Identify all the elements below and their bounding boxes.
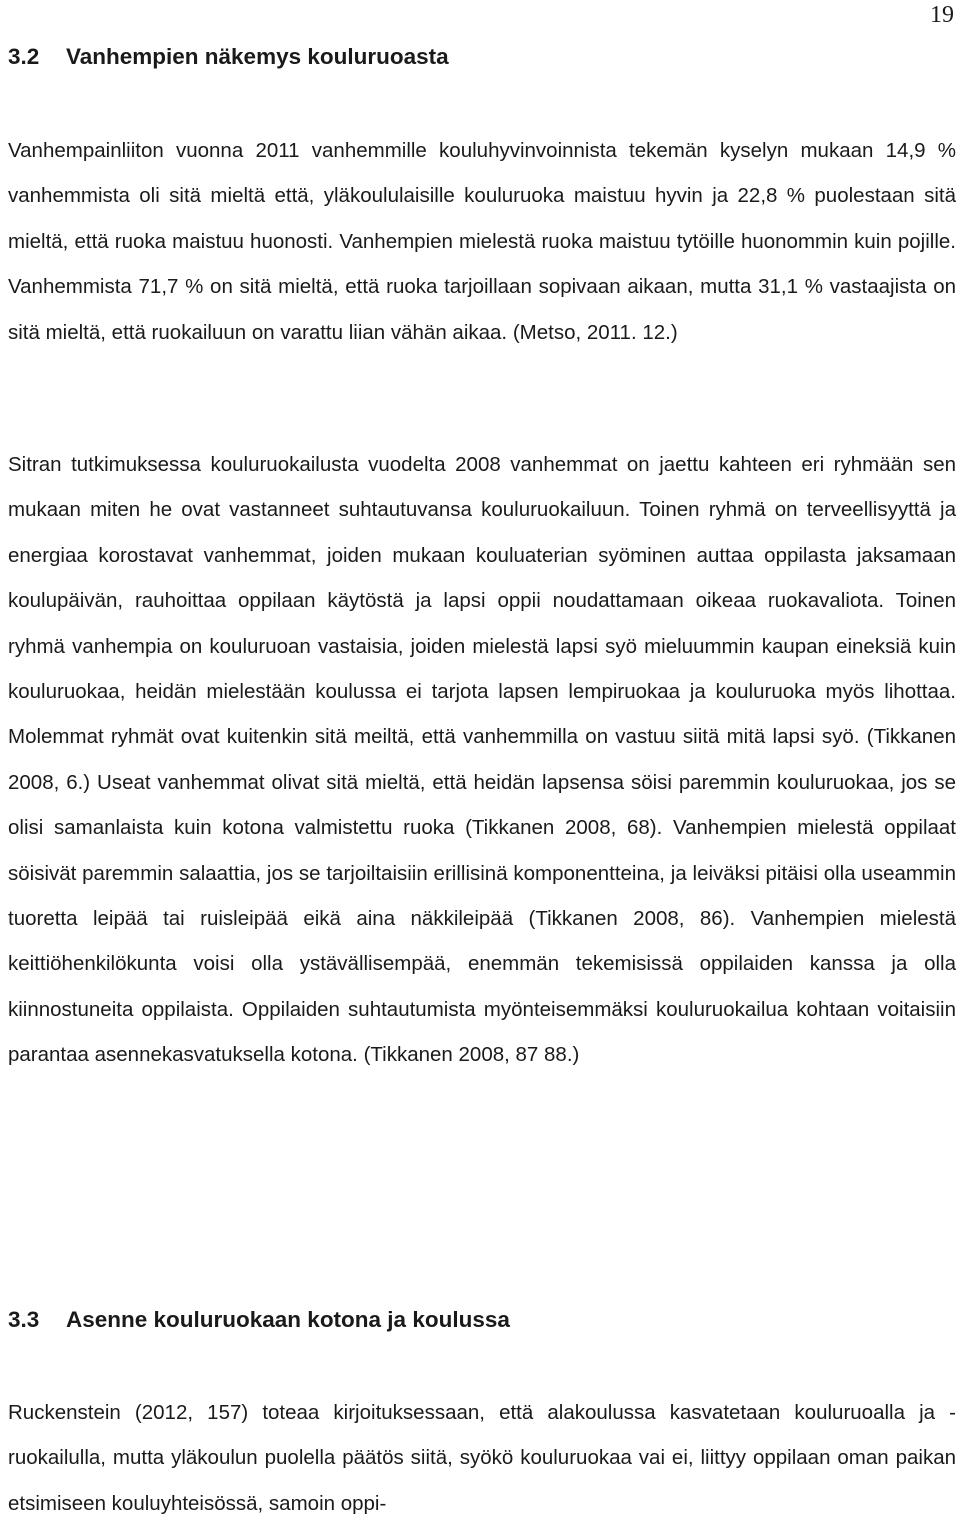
section-title xyxy=(8,1305,956,1335)
section-title-text: Vanhempien näkemys kouluruoasta xyxy=(66,44,449,69)
paragraph: Sitran tutkimuksessa kouluruokailusta vuodelta 2008 vanhemmat on jaettu kahteen eri ryhmään sen mukaan miten he ovat vastanneet suhtautuvansa kouluruokailuun. Toinen ryhmä on terveellisyyttä ja energiaa korostavat vanhemmat, joiden mukaan kouluaterian syöminen auttaa oppilasta jaksamaan koulupäivän, rauhoittaa oppilaan käytöstä ja lapsi oppii noudattamaan oikeaa ruokavaliota. Toinen ryhmä vanhempia on kouluruoan vastaisia, joiden mielestä lapsi syö mieluummin kaupan eineksiä kuin kouluruokaa, heidän mielestään koulussa ei tarjota lapsen lempiruokaa ja kouluruoka myös lihottaa. Molemmat ryhmät ovat kuitenkin sitä meiltä, että vanhemmilla on vastuu siitä mitä lapsi syö. (Tikkanen 2008, 6.) Useat vanhemmat olivat sitä mieltä, että heidän lapsensa söisi paremmin kouluruokaa, jos se olisi samanlaista kuin kotona valmistettu ruoka (Tikkanen 2008, 68). Vanhempien mielestä oppilaat söisivät paremmin salaattia, jos se tarjoiltaisiin erillisinä komponentteina, ja leiväksi pitäisi olla useammin tuoretta leipää tai ruisleipää eikä aina näkkileipää (Tikkanen 2008, 86). Vanhempien mielestä keittiöhenkilökunta voisi olla ystävällisempää, enemmän tekemisissä oppilaiden kanssa ja olla kiinnostuneita oppilaista. Oppilaiden suhtautumista myönteisemmäksi kouluruokailua kohtaan voitaisiin parantaa asennekasvatuksella kotona. (Tikkanen 2008, 87 88.) xyxy=(8,453,956,1067)
section-title-text: Asenne kouluruokaan kotona ja koulussa xyxy=(66,1307,510,1332)
section-number: 3.3 xyxy=(8,1307,40,1332)
section-number: 3.2 xyxy=(8,44,40,69)
section-heading-3-2 xyxy=(8,42,956,72)
page-number: 19 xyxy=(930,2,954,28)
section-heading-3-3 xyxy=(8,1305,956,1335)
paragraph: Vanhempainliiton vuonna 2011 vanhemmille kouluhyvinvoinnista tekemän kyselyn mukaan 14,9 % vanhemmista oli sitä mieltä että, yläkoululaisille kouluruoka maistuu hyvin ja 22,8 % puolestaan sitä mieltä, että ruoka maistuu huonosti. Vanhempien mielestä ruoka maistuu tytöille huonommin kuin pojille. Vanhemmista 71,7 % on sitä mieltä, että ruoka tarjoillaan sopivaan aikaan, mutta 31,1 % vastaajista on sitä mieltä, että ruokailuun on varattu liian vähän aikaa. (Metso, 2011. 12.) xyxy=(8,139,956,344)
section-title xyxy=(8,42,956,72)
paragraph: Ruckenstein (2012, 157) toteaa kirjoituksessaan, että alakoulussa kasvatetaan kouluruoalla ja -ruokailulla, mutta yläkoulun puolella päätös siitä, syökö kouluruokaa vai ei, liittyy oppilaan oman paikan etsimiseen kouluyhteisössä, samoin oppi- xyxy=(8,1401,956,1515)
